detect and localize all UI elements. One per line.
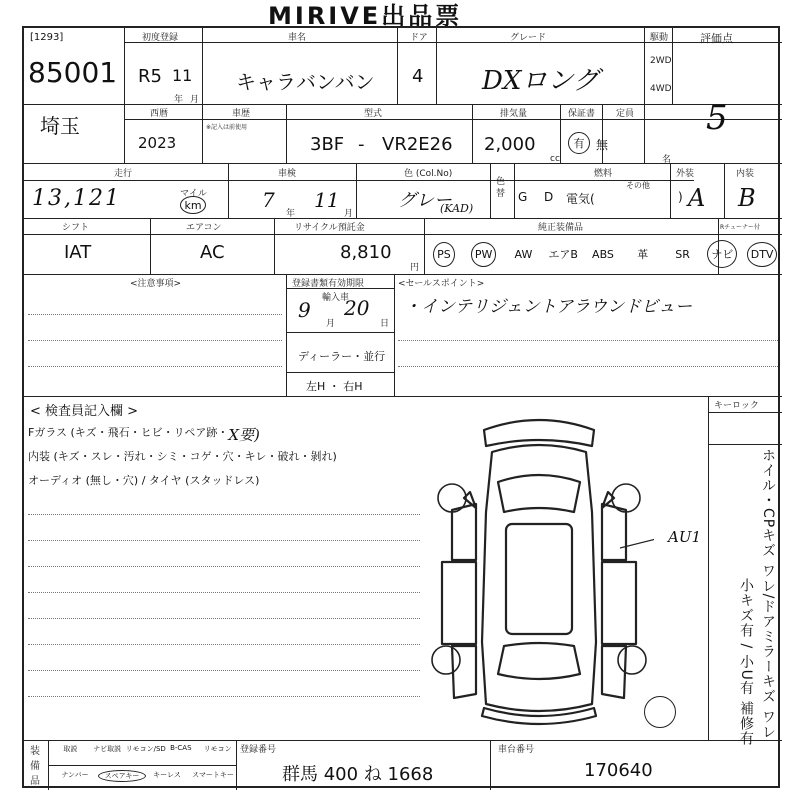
- displacement-value: 2,000: [484, 134, 536, 155]
- warranty-label: 保証書: [568, 109, 596, 119]
- km-circled: km: [180, 196, 206, 214]
- inspector-heading: < 検査員記入欄 >: [30, 404, 139, 419]
- auction-sheet: [22, 26, 780, 788]
- drive-label: 駆動: [650, 33, 669, 43]
- sheet-title: MIRIVE出品票: [268, 2, 463, 30]
- equipment-bottom-heading: 装備品: [30, 746, 40, 787]
- doors-value: 4: [412, 66, 424, 87]
- chassis-label: 車台番号: [498, 745, 535, 755]
- model-dash: -: [358, 134, 365, 155]
- equipment-list: [424, 234, 782, 274]
- inspector-dot-line: [28, 514, 420, 515]
- car-damage-diagram: [424, 412, 654, 732]
- score-value: 5: [706, 98, 728, 138]
- recycle-value: 8,810: [340, 242, 392, 263]
- side-note-scratch: 小キズ有 / 小U有 補修有: [738, 578, 754, 747]
- equipment-item: 革: [637, 248, 649, 261]
- aircon-label: エアコン: [186, 223, 222, 233]
- year-unit-label: 年: [174, 95, 184, 105]
- damage-note: AU1: [668, 528, 702, 546]
- inspector-line-glass: [28, 424, 260, 444]
- exterior-label: 外装: [676, 169, 695, 179]
- equipment-label: 純正装備品: [538, 223, 584, 233]
- model-label: 型式: [364, 109, 383, 119]
- first-reg-month: 11: [172, 66, 193, 85]
- inspector-dot-line: [28, 696, 420, 697]
- sales-point-label: <セールスポイント>: [398, 279, 485, 289]
- inspector-line-glass-mark: X要): [228, 426, 260, 444]
- notes-label: <注意事項>: [130, 279, 182, 289]
- equipment-item: SR: [675, 247, 690, 261]
- accessory-item: リモコン: [203, 745, 232, 753]
- accessory-item: B-CAS: [170, 744, 192, 752]
- fuel-label: 燃料: [594, 169, 613, 179]
- plate-number: 群馬 400 ね 1668: [282, 764, 434, 785]
- expiry-day-label: 日: [380, 319, 390, 329]
- inspector-dot-line: [28, 540, 420, 541]
- inspector-dot-line: [28, 670, 420, 671]
- color-label: 色 (Col.No): [404, 169, 453, 179]
- inspection-label: 車検: [278, 169, 297, 179]
- interior-label: 内装: [736, 169, 755, 179]
- accessory-item: ナンバー: [61, 771, 89, 779]
- equipment-item: エアB: [548, 248, 578, 261]
- fuel-option: D: [544, 190, 554, 204]
- fuel-option: その他: [626, 181, 650, 190]
- model-prefix: 3BF: [310, 134, 345, 155]
- capacity-unit: 名: [662, 155, 672, 165]
- color-code: (KAD): [440, 202, 474, 215]
- recycle-unit: 円: [410, 263, 420, 273]
- reg-expiry-label: 登録書類有効期限: [292, 279, 365, 289]
- sales-point-value: ・インテリジェントアラウンドビュー: [404, 297, 693, 317]
- grade-value: DXロング: [482, 66, 599, 96]
- exterior-grade: A: [688, 184, 706, 212]
- western-year-label: 西暦: [150, 109, 169, 119]
- western-year: 2023: [138, 134, 177, 152]
- inspector-line-glass-text: Fガラス (キズ・飛石・ヒビ・リペア跡・: [28, 426, 229, 439]
- lower-right-circle: [644, 696, 676, 728]
- month-unit-label: 月: [190, 95, 200, 105]
- lot-number: 85001: [28, 56, 118, 89]
- capacity-label: 定員: [616, 109, 635, 119]
- drive-4wd: 4WD: [650, 84, 672, 94]
- warranty-no: 無: [596, 138, 609, 152]
- interior-grade: B: [738, 184, 756, 212]
- cc-unit: cc: [550, 154, 560, 164]
- car-name-label: 車名: [288, 33, 307, 43]
- fuel-option: 電気(: [566, 192, 595, 206]
- warranty-yes-circled: 有: [568, 132, 590, 154]
- import-label: 輸入車: [322, 293, 350, 303]
- tuner-label: Rチューナー付: [720, 224, 760, 231]
- car-name: キャラバンバン: [236, 70, 375, 94]
- expiry-day: 20: [344, 296, 370, 320]
- inspector-dot-line: [28, 592, 420, 593]
- model-code: VR2E26: [382, 134, 453, 155]
- inspection-year: 7: [262, 188, 275, 212]
- accessory-item: リモコン/SD: [125, 745, 166, 753]
- inspection-year-unit: 年: [286, 209, 296, 219]
- inspector-dot-line: [28, 618, 420, 619]
- plate-label: 登録番号: [240, 745, 277, 755]
- inspector-line-interior: 内装 (キズ・スレ・汚れ・シミ・コゲ・穴・キレ・破れ・剝れ): [28, 450, 337, 463]
- history-label: 車歴: [232, 109, 251, 119]
- color-change-label: 色替: [496, 177, 506, 199]
- side-note-wheel: ホイル・CPキズ ワレ/ドアミラーキズ ワレ: [760, 448, 776, 740]
- lot-bracket: [1293]: [30, 32, 64, 43]
- equipment-item: PW: [464, 240, 504, 268]
- history-note: ※記入は前使用: [206, 124, 248, 131]
- inspection-month: 11: [314, 188, 340, 212]
- equipment-item: AW: [514, 247, 533, 261]
- fuel-option: ): [678, 190, 683, 204]
- inspection-month-unit: 月: [344, 209, 354, 219]
- expiry-month: 9: [298, 298, 311, 322]
- equipment-item: ナビ: [702, 240, 742, 268]
- region: 埼玉: [40, 114, 80, 138]
- equipment-item: DTV: [742, 240, 782, 268]
- doors-label: ドア: [410, 33, 428, 43]
- accessory-item: キーレス: [153, 771, 181, 779]
- color-value: グレー: [398, 190, 452, 211]
- import-dealer-option: ディーラー・並行: [298, 350, 386, 363]
- accessory-item: スマートキー: [192, 771, 234, 779]
- import-hand-option: 左H ・ 右H: [306, 380, 363, 393]
- score-label: 評価点: [700, 32, 733, 45]
- accessory-item: ナビ取説: [93, 745, 122, 753]
- displacement-label: 排気量: [500, 109, 528, 119]
- recycle-label: リサイクル預託金: [294, 223, 365, 233]
- accessory-item: スペアキー: [98, 770, 146, 782]
- fuel-option: G: [518, 190, 528, 204]
- shift-label: シフト: [62, 223, 90, 233]
- inspector-line-audio: オーディオ (無し・穴) / タイヤ (スタッドレス): [28, 474, 260, 487]
- expiry-month-label: 月: [326, 319, 336, 329]
- accessory-item: 取説: [63, 745, 78, 753]
- equipment-item: ABS: [592, 247, 614, 261]
- shift-value: IAT: [64, 242, 92, 263]
- keylock-label: キーロック: [714, 401, 759, 411]
- chassis-number: 170640: [584, 760, 653, 781]
- first-reg-era-year: R5: [138, 66, 162, 87]
- miles-label: マイル: [180, 189, 207, 199]
- mileage-value: 13,121: [32, 186, 121, 211]
- inspector-dot-line: [28, 644, 420, 645]
- first-reg-label: 初度登録: [142, 33, 179, 43]
- mileage-label: 走行: [114, 169, 133, 179]
- equipment-item: PS: [424, 240, 464, 268]
- aircon-value: AC: [200, 242, 225, 263]
- grade-label: グレード: [510, 33, 547, 43]
- inspector-dot-line: [28, 566, 420, 567]
- drive-2wd: 2WD: [650, 56, 672, 66]
